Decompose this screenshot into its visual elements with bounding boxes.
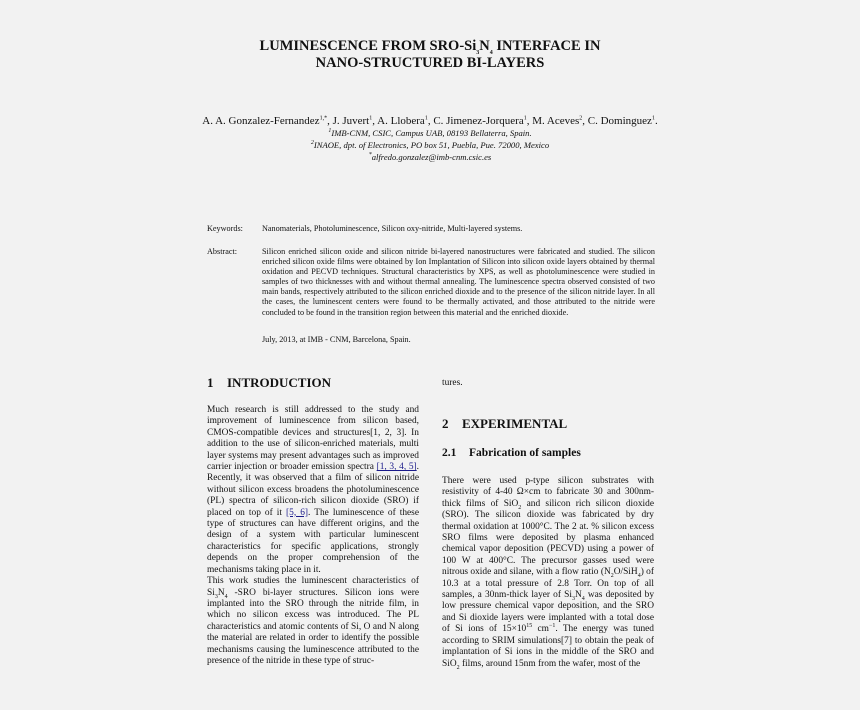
author: C. Dominguez$^1$. (587, 115, 658, 127)
affiliation-1: $^1$IMB-CNM, CSIC, Campus UAB, 08193 Bellaterra, Spain. (328, 128, 532, 138)
keywords-label: Keywords: (207, 224, 243, 233)
author: A. A. Gonzalez-Fernandez$^{1,*}$, (202, 115, 333, 127)
title-line-2: NANO-STRUCTURED BI-LAYERS (315, 55, 545, 71)
intro-paragraph-1: Much research is still addressed to the study and improvement of luminescence from silicon based, CMOS-compatible devices and structures[1, 2, 3]. In addition to the use of silicon-enriched materials, multi layer systems may present advantages such as improved carrier injection or broader emission spectra [1, 3, 4, 5]. Recently, it was observed that a film of silicon nitride without silicon excess broadens the photoluminescence (PL) spectra of silicon-rich silicon dioxide (SRO) if placed on top of it [5, 6]. The luminescence of these type of structures can have different origins, and the design of a system with particular luminescent characteristics for specific applications, strongly depends on the proper comprehension of the mechanisms taking place in it. (207, 405, 419, 575)
intro-paragraph-2: This work studies the luminescent characteristics of $Si_3N_4$ -SRO bi-layer structures. Silicon ions were implanted into the SRO through the nitride film, in which no silicon excess was introduced. The PL characteristics and atomic contents of Si, O and N along the material are related in order to identify the possible mechanisms causing the luminescence attributed to the presence of the nitride in these type of struc- (207, 576, 419, 666)
abstract-date: July, 2013, at IMB - CNM, Barcelona, Spain. (262, 335, 411, 344)
abstract-label: Abstract: (207, 247, 238, 256)
introduction-column (207, 405, 419, 667)
fabrication-paragraph: There were used p-type silicon substrates with resistivity of 4-40 Ω×cm to fabricate 30 and 300nm-thick films of SiO$_2$ and silicon rich silicon dioxide (SRO). The silicon dioxide was fabricated by dry thermal oxidation at 1000°C. The 2 at. % silicon excess SRO films were deposited by plasma enhanced chemical vapor deposition (PECVD) using a power of 100 W at 400°C. The precursor gasses used were nitrous oxide and silane, with a flow ratio $(N_2O/SiH_4)$ of 10.3 at a total pressure of 2.8 Torr. On top of all samples, a 30nm-thick layer of $Si_3N_4$ was deposited by low pressure chemical vapor deposition, and the SRO and Si dioxide layers were implanted with a total dose of Si ions of $15\times 10^{15}$ $cm^{-1}$. The energy was tuned according to SRIM simulations[7] to obtain the peak of implantation of Si ions in the middle of the SRO and SiO$_2$ films, around 15nm from the wafer, most of the (442, 476, 655, 671)
author-email: *alfredo.gonzalez@imb-cnm.csic.es (368, 152, 492, 162)
author: A. Llobera$^1$, (377, 115, 434, 127)
citation-link[interactable]: [1, 3, 4, 5] (376, 462, 417, 473)
title-line-1: LUMINESCENCE FROM SRO-$Si_3N_4$ INTERFACE IN (259, 38, 601, 56)
keywords-text: Nanomaterials, Photoluminescence, Silicon oxy-nitride, Multi-layered systems. (262, 224, 523, 233)
author-list (120, 115, 740, 127)
subsection-heading-fabrication: 2.1 Fabrication of samples (442, 447, 581, 459)
intro-continued: tures. (442, 378, 463, 388)
author: M. Aceves$^2$, (532, 115, 588, 127)
author: J. Juvert$^1$, (332, 115, 378, 127)
experimental-column (442, 476, 654, 670)
abstract-text: Silicon enriched silicon oxide and silicon nitride bi-layered nanostructures were fabricated and studied. The silicon enriched silicon oxide films were obtained by Ion Implantation of Silicon into silicon oxide layers obtained by thermal oxidation and PECVD techniques. Structural characteristics by XPS, as well as photoluminescence were studied in samples of two thicknesses with and without thermal annealing. The luminescence spectra observed consisted of two main bands, respectively attributed to the silicon enriched dioxide and to the presence of the silicon nitride layer. In all the cases, the luminescent centers were found to be thermally activated, and those attributed to the nitride were concluded to be found in the transition region between this material and the enriched dioxide. (262, 247, 655, 317)
citation-link[interactable]: [5, 6] (286, 507, 309, 518)
section-heading-experimental: 2 EXPERIMENTAL (442, 416, 568, 431)
paper-title (180, 38, 680, 72)
affiliation-2: $^2$INAOE, dpt. of Electronics, PO box 51, Puebla, Pue. 72000, Mexico (310, 140, 550, 150)
author: C. Jimenez-Jorquera$^1$, (433, 115, 533, 127)
section-heading-introduction: 1 INTRODUCTION (207, 375, 332, 390)
